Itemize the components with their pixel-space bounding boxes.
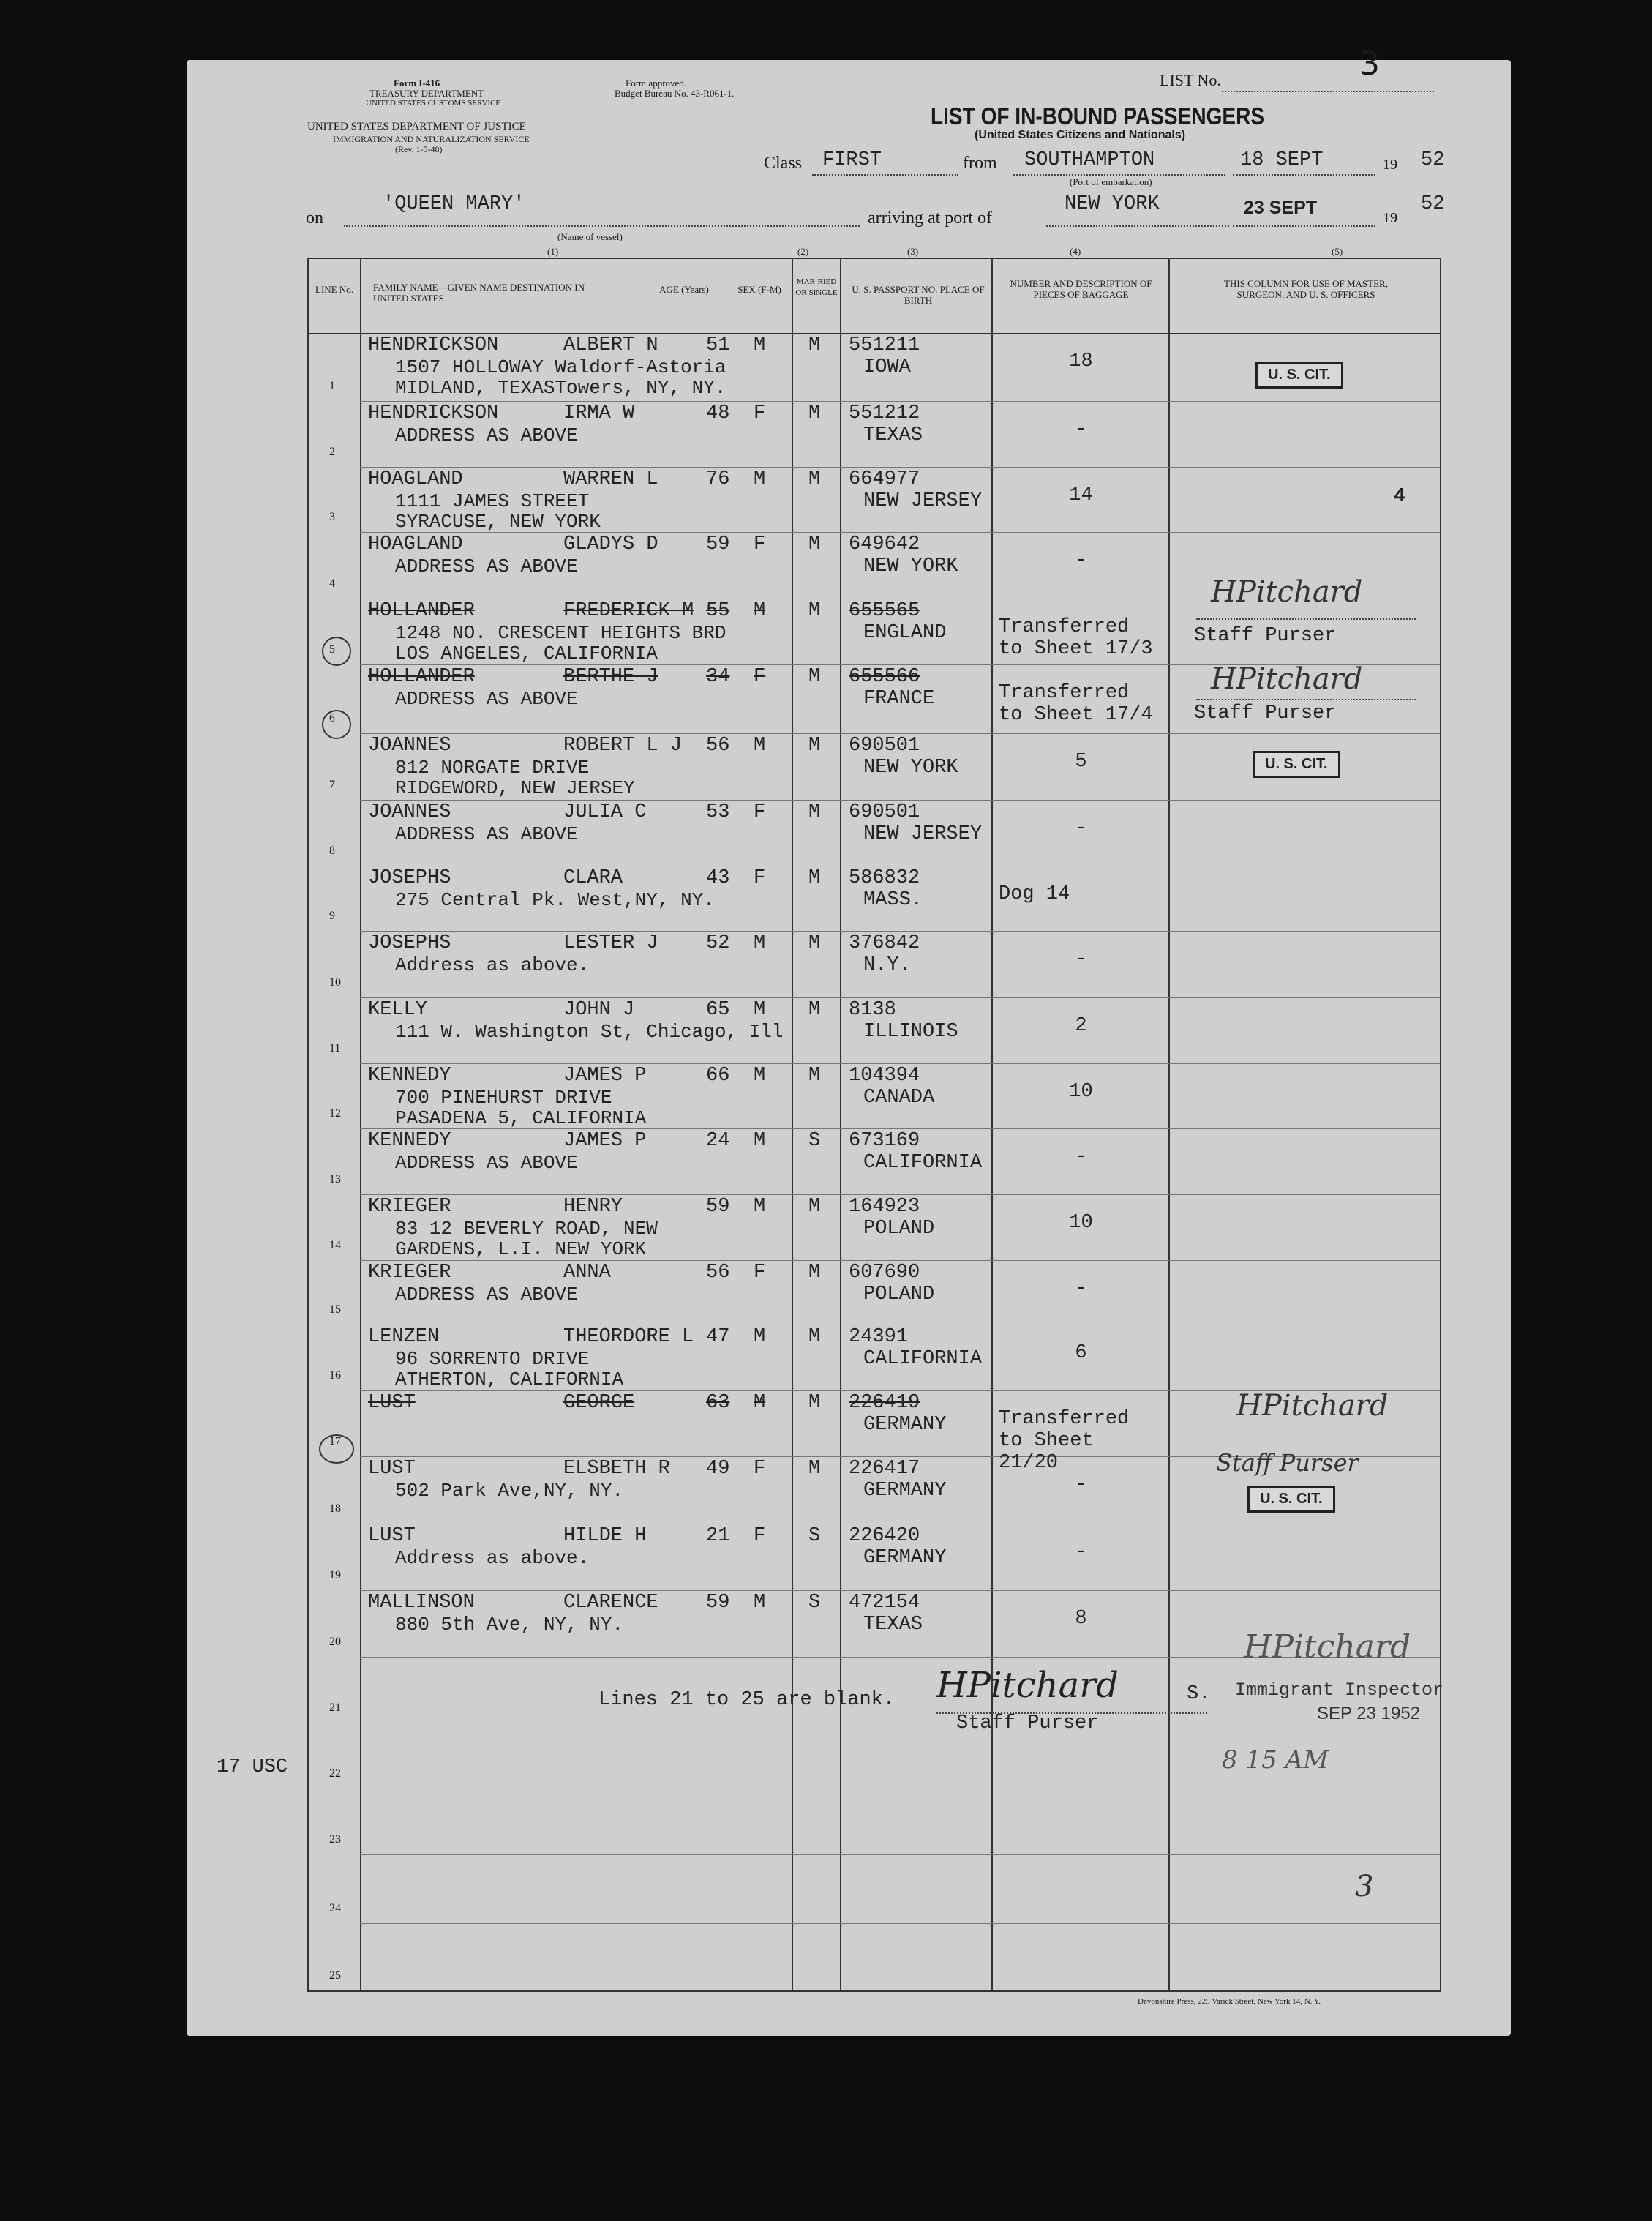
entry-given: FREDERICK M — [563, 600, 694, 622]
entry-baggage: - — [1075, 1541, 1087, 1563]
entry-age: 51 — [706, 334, 730, 356]
line-number: 1 — [329, 380, 335, 392]
line-number: 2 — [329, 446, 335, 458]
embark-year-prefix: 19 — [1383, 157, 1397, 173]
col-header-officers: THIS COLUMN FOR USE OF MASTER, SURGEON, AND U. S. OFFICERS — [1224, 278, 1388, 300]
entry-ms: M — [808, 533, 821, 555]
entry-addr1: ADDRESS AS ABOVE — [395, 555, 578, 577]
entry-age: 43 — [706, 867, 730, 889]
entry-sex: F — [754, 666, 766, 688]
line-number: 24 — [329, 1902, 341, 1914]
entry-ms: M — [808, 334, 821, 356]
entry-surname: LUST — [368, 1458, 416, 1480]
entry-addr2: RIDGEWORD, NEW JERSEY — [395, 777, 635, 799]
embark-year: 52 — [1421, 149, 1445, 171]
us-cit-stamp: U. S. CIT. — [1247, 1486, 1335, 1513]
entry-passport: 226419 — [849, 1392, 920, 1414]
line-number: 7 — [329, 779, 335, 791]
entry-passport: 655565 — [849, 600, 920, 622]
entry-baggage: 18 — [1069, 351, 1093, 372]
entry-ms: S — [808, 1592, 821, 1614]
entry-birth: POLAND — [863, 1284, 935, 1306]
immigrant-inspector-stamp: Immigrant Inspector — [1235, 1679, 1444, 1701]
row-separator — [360, 1923, 1440, 1924]
vessel-line — [344, 225, 860, 227]
entry-birth: GERMANY — [863, 1480, 947, 1502]
entry-sex: F — [754, 1525, 766, 1547]
entry-baggage: - — [1075, 817, 1087, 839]
entry-baggage: 2 — [1075, 1015, 1087, 1037]
row-separator — [360, 800, 1440, 801]
entry-ms: M — [808, 932, 821, 954]
arrival-date-line — [1233, 225, 1375, 227]
entry-age: 65 — [706, 999, 730, 1021]
list-no-line — [1222, 91, 1434, 92]
blank-lines-note: Lines 21 to 25 are blank. — [598, 1689, 896, 1711]
entry-surname: JOSEPHS — [368, 867, 451, 889]
entry-addr1: Address as above. — [395, 1547, 590, 1569]
entry-ms: M — [808, 1326, 821, 1348]
entry-baggage: - — [1075, 1278, 1087, 1300]
col-num-5: (5) — [1332, 246, 1343, 257]
entry-passport: 673169 — [849, 1130, 920, 1152]
entry-passport: 472154 — [849, 1592, 920, 1614]
entry-baggage: 10 — [1069, 1081, 1093, 1103]
line-number: 18 — [329, 1502, 341, 1515]
entry-given: ROBERT L J — [563, 735, 683, 757]
inspection-date-stamp: SEP 23 1952 — [1317, 1704, 1421, 1723]
entry-baggage: 10 — [1069, 1212, 1093, 1234]
entry-sex: F — [754, 1262, 766, 1284]
col-num-2: (2) — [797, 246, 809, 257]
entry-baggage: Transferred to Sheet 21/20 — [999, 1408, 1130, 1474]
entry-addr1: 812 NORGATE DRIVE — [395, 757, 590, 779]
entry-addr1: ADDRESS AS ABOVE — [395, 424, 578, 446]
entry-baggage: 14 — [1069, 484, 1093, 506]
entry-surname: MALLINSON — [368, 1592, 475, 1614]
staff-purser-label: Staff Purser — [1194, 703, 1337, 724]
from-label: from — [963, 154, 997, 173]
entry-given: GLADYS D — [563, 533, 658, 555]
line-number: 5 — [329, 643, 335, 656]
usc-note: 17 USC — [217, 1756, 288, 1778]
line-number: 4 — [329, 577, 335, 590]
entry-given: JULIA C — [563, 801, 647, 823]
arrival-year-prefix: 19 — [1383, 210, 1397, 226]
entry-birth: NEW JERSEY — [863, 490, 983, 512]
purser-title: Staff Purser — [956, 1712, 1099, 1734]
entry-addr2: MIDLAND, TEXASTowers, NY, NY. — [395, 377, 726, 399]
entry-given: JAMES P — [563, 1130, 647, 1152]
entry-baggage: - — [1075, 1474, 1087, 1496]
arriving-label: arriving at port of — [868, 209, 992, 228]
row-separator — [360, 1063, 1440, 1064]
entry-given: LESTER J — [563, 932, 658, 954]
entry-birth: TEXAS — [863, 424, 923, 446]
entry-addr1: 96 SORRENTO DRIVE — [395, 1348, 590, 1370]
entry-baggage: Transferred to Sheet 17/4 — [999, 682, 1153, 726]
line-number: 13 — [329, 1173, 341, 1186]
entry-ms: M — [808, 1196, 821, 1218]
entry-ms: M — [808, 999, 821, 1021]
transfer-signature: HPitchard — [1211, 575, 1363, 609]
entry-addr1: ADDRESS AS ABOVE — [395, 1152, 578, 1174]
entry-passport: 690501 — [849, 801, 920, 823]
line-number: 17 — [329, 1435, 341, 1447]
arrival-date: 23 SEPT — [1244, 198, 1318, 218]
entry-sex: M — [754, 999, 766, 1021]
col-num-3: (3) — [907, 246, 919, 257]
entry-addr1: ADDRESS AS ABOVE — [395, 688, 578, 710]
entry-surname: LUST — [368, 1392, 416, 1414]
entry-surname: JOSEPHS — [368, 932, 451, 954]
embark-label: (Port of embarkation) — [1070, 176, 1152, 187]
entry-sex: M — [754, 932, 766, 954]
entry-baggage: 5 — [1075, 751, 1087, 773]
entry-addr1: 1111 JAMES STREET — [395, 490, 590, 512]
entry-ms: M — [808, 735, 821, 757]
form-subtitle: (United States Citizens and Nationals) — [975, 129, 1186, 141]
entry-sex: M — [754, 1130, 766, 1152]
entry-addr1: 111 W. Washington St, Chicago, Ill — [395, 1021, 784, 1043]
entry-age: 24 — [706, 1130, 730, 1152]
passenger-list-form — [187, 60, 1511, 2036]
entry-given: CLARENCE — [563, 1592, 658, 1614]
entry-birth: IOWA — [863, 356, 911, 378]
transfer-signature: HPitchard — [1211, 662, 1363, 696]
col-header-baggage: NUMBER AND DESCRIPTION OF PIECES OF BAGGAGE — [1010, 278, 1152, 300]
entry-surname: KENNEDY — [368, 1065, 451, 1087]
entry-surname: LENZEN — [368, 1326, 440, 1348]
entry-surname: JOANNES — [368, 735, 451, 757]
entry-baggage: 8 — [1075, 1608, 1087, 1630]
from-value: SOUTHAMPTON — [1024, 149, 1155, 171]
entry-surname: HOAGLAND — [368, 533, 463, 555]
entry-passport: 376842 — [849, 932, 920, 954]
col-header-married: MAR-RIED OR SINGLE — [795, 277, 838, 297]
entry-passport: 649642 — [849, 533, 920, 555]
entry-given: HENRY — [563, 1196, 623, 1218]
entry-age: 53 — [706, 801, 730, 823]
entry-sex: M — [754, 600, 766, 622]
entry-surname: HENDRICKSON — [368, 334, 499, 356]
entry-ms: M — [808, 1392, 821, 1414]
line-number: 11 — [329, 1042, 341, 1055]
class-label: Class — [764, 154, 803, 173]
entry-passport: 104394 — [849, 1065, 920, 1087]
entry-addr1: 502 Park Ave,NY, NY. — [395, 1480, 624, 1502]
line-number: 15 — [329, 1303, 341, 1316]
entry-birth: CALIFORNIA — [863, 1152, 983, 1174]
line-number: 6 — [329, 712, 335, 724]
entry-addr1: 1248 NO. CRESCENT HEIGHTS BRD — [395, 622, 726, 644]
line-number: 12 — [329, 1107, 341, 1120]
form-approved: Form approved. — [626, 78, 687, 89]
entry-given: JOHN J — [563, 999, 635, 1021]
entry-ms: M — [808, 600, 821, 622]
entry-given: WARREN L — [563, 468, 658, 490]
list-no-label: LIST No. — [1160, 71, 1221, 89]
entry-sex: M — [754, 735, 766, 757]
entry-given: THEORDORE L — [563, 1326, 694, 1348]
row-separator — [360, 997, 1440, 998]
embark-date-line — [1233, 174, 1375, 176]
entry-given: JAMES P — [563, 1065, 647, 1087]
entry-birth: ENGLAND — [863, 622, 947, 644]
entry-surname: KRIEGER — [368, 1262, 451, 1284]
entry-sex: F — [754, 867, 766, 889]
treasury-dept: TREASURY DEPARTMENT — [369, 88, 484, 99]
entry-birth: ILLINOIS — [863, 1021, 958, 1043]
entry-addr1: 83 12 BEVERLY ROAD, NEW — [395, 1218, 658, 1240]
entry-addr2: GARDENS, L.I. NEW YORK — [395, 1238, 647, 1260]
row-separator — [360, 401, 1440, 402]
row-separator — [360, 733, 1440, 734]
entry-sex: F — [754, 533, 766, 555]
entry-birth: N.Y. — [863, 954, 911, 976]
entry-surname: HENDRICKSON — [368, 402, 499, 424]
entry-surname: HOAGLAND — [368, 468, 463, 490]
entry-addr1: ADDRESS AS ABOVE — [395, 823, 578, 845]
line-number: 22 — [329, 1767, 341, 1780]
col-header-name: FAMILY NAME—GIVEN NAME DESTINATION IN UNITED STATES — [373, 282, 585, 304]
col-header-sex: SEX (F-M) — [737, 284, 781, 295]
entry-ms: M — [808, 1262, 821, 1284]
entry-age: 59 — [706, 1196, 730, 1218]
entry-sex: M — [754, 334, 766, 356]
entry-age: 21 — [706, 1525, 730, 1547]
entry-surname: JOANNES — [368, 801, 451, 823]
entry-ms: S — [808, 1130, 821, 1152]
entry-ms: M — [808, 468, 821, 490]
inspector-signature: HPitchard — [1244, 1628, 1411, 1666]
entry-birth: MASS. — [863, 889, 923, 911]
entry-baggage: - — [1075, 550, 1087, 572]
port-line — [1046, 225, 1229, 227]
line-number: 16 — [329, 1369, 341, 1382]
entry-addr1: 1507 HOLLOWAY Waldorf-Astoria — [395, 356, 726, 378]
entry-passport: 226420 — [849, 1525, 920, 1547]
circled-line-5 — [322, 637, 351, 666]
entry-given: CLARA — [563, 867, 623, 889]
vessel-label: (Name of vessel) — [557, 231, 623, 242]
entry-birth: NEW YORK — [863, 555, 958, 577]
entry-age: 34 — [706, 666, 730, 688]
line-number: 10 — [329, 976, 341, 989]
line-number: 3 — [329, 511, 335, 523]
row-separator — [360, 931, 1440, 932]
entry-sex: F — [754, 402, 766, 424]
entry-passport: 164923 — [849, 1196, 920, 1218]
entry-surname: HOLLANDER — [368, 666, 475, 688]
entry-age: 48 — [706, 402, 730, 424]
entry-sex: F — [754, 1458, 766, 1480]
line-number: 23 — [329, 1833, 341, 1846]
entry-addr1: 700 PINEHURST DRIVE — [395, 1087, 612, 1109]
class-line — [812, 174, 958, 176]
purser-signature: HPitchard — [936, 1665, 1119, 1706]
line-number: 14 — [329, 1239, 341, 1251]
entry-ms: M — [808, 402, 821, 424]
entry-ms: S — [808, 1525, 821, 1547]
col-header-passport: U. S. PASSPORT NO. PLACE OF BIRTH — [852, 284, 985, 306]
entry-age: 56 — [706, 735, 730, 757]
entry-age: 47 — [706, 1326, 730, 1348]
col-header-age: AGE (Years) — [659, 284, 709, 295]
entry-ms: M — [808, 1065, 821, 1087]
entry-given: ELSBETH R — [563, 1458, 670, 1480]
col-num-1: (1) — [547, 246, 559, 257]
entry-addr2: ATHERTON, CALIFORNIA — [395, 1368, 624, 1390]
staff-purser-label: Staff Purser — [1194, 625, 1337, 647]
entry-baggage: - — [1075, 1146, 1087, 1168]
entry-sex: F — [754, 801, 766, 823]
port-value: NEW YORK — [1065, 193, 1160, 215]
entry-age: 59 — [706, 533, 730, 555]
entry-sex: M — [754, 1065, 766, 1087]
transfer-dots — [1196, 699, 1416, 700]
entry-passport: 664977 — [849, 468, 920, 490]
entry-passport: 551211 — [849, 334, 920, 356]
entry-surname: HOLLANDER — [368, 600, 475, 622]
entry-birth: CALIFORNIA — [863, 1348, 983, 1370]
transfer-signature: HPitchard — [1236, 1389, 1389, 1423]
entry-birth: POLAND — [863, 1218, 935, 1240]
entry-surname: LUST — [368, 1525, 416, 1547]
entry-ms: M — [808, 666, 821, 688]
entry-surname: KENNEDY — [368, 1130, 451, 1152]
row-separator — [360, 1194, 1440, 1195]
footer-page-number: 3 — [1355, 1870, 1374, 1903]
entry-sex: M — [754, 468, 766, 490]
entry-baggage: - — [1075, 419, 1087, 441]
entry-passport: 655566 — [849, 666, 920, 688]
us-cit-stamp: U. S. CIT. — [1255, 362, 1343, 389]
from-line — [1013, 174, 1225, 176]
entry-birth: TEXAS — [863, 1614, 923, 1636]
entry-age: 55 — [706, 600, 730, 622]
row-separator — [360, 1590, 1440, 1591]
entry-sex: M — [754, 1392, 766, 1414]
entry-age: 59 — [706, 1592, 730, 1614]
printer-credit: Devonshire Press, 225 Varick Street, New York 14, N. Y. — [1138, 1997, 1321, 2006]
entry-ms: M — [808, 1458, 821, 1480]
entry-given: GEORGE — [563, 1392, 635, 1414]
entry-baggage: - — [1075, 948, 1087, 970]
entry-passport: 607690 — [849, 1262, 920, 1284]
justice-dept: UNITED STATES DEPARTMENT OF JUSTICE — [307, 121, 526, 132]
entry-addr2: SYRACUSE, NEW YORK — [395, 511, 601, 533]
entry-age: 56 — [706, 1262, 730, 1284]
entry-age: 63 — [706, 1392, 730, 1414]
line-number: 21 — [329, 1701, 341, 1714]
transfer-dots — [1196, 618, 1416, 620]
entry-sex: M — [754, 1326, 766, 1348]
entry-addr1: 275 Central Pk. West,NY, NY. — [395, 889, 715, 911]
entry-baggage: 6 — [1075, 1342, 1087, 1364]
row-separator — [360, 467, 1440, 468]
entry-addr1: ADDRESS AS ABOVE — [395, 1284, 578, 1306]
us-cit-stamp: U. S. CIT. — [1253, 751, 1340, 778]
entry-birth: GERMANY — [863, 1547, 947, 1569]
embark-date: 18 SEPT — [1240, 149, 1324, 171]
entry-birth: NEW YORK — [863, 757, 958, 779]
form-number: Form I-416 — [394, 78, 440, 89]
staff-purser-handwritten: Staff Purser — [1216, 1449, 1359, 1477]
entry-surname: KRIEGER — [368, 1196, 451, 1218]
class-value: FIRST — [822, 149, 882, 171]
entry-baggage: Dog 14 — [999, 883, 1070, 905]
line-number: 19 — [329, 1569, 341, 1581]
entry-passport: 24391 — [849, 1326, 909, 1348]
entry-sex: M — [754, 1196, 766, 1218]
entry-addr1: 880 5th Ave, NY, NY. — [395, 1614, 624, 1636]
line-number: 8 — [329, 844, 335, 857]
entry-age: 76 — [706, 468, 730, 490]
entry-surname: KELLY — [368, 999, 428, 1021]
entry-ms: M — [808, 867, 821, 889]
vessel-value: 'QUEEN MARY' — [383, 193, 525, 215]
customs-service: UNITED STATES CUSTOMS SERVICE — [366, 99, 501, 108]
entry-sex: M — [754, 1592, 766, 1614]
entry-passport: 551212 — [849, 402, 920, 424]
entry-birth: NEW JERSEY — [863, 823, 983, 845]
line3-mark: 4 — [1394, 486, 1406, 508]
entry-baggage: Transferred to Sheet 17/3 — [999, 616, 1153, 660]
form-revision: (Rev. 1-5-48) — [395, 144, 443, 154]
entry-passport: 8138 — [849, 999, 896, 1021]
entry-given: ALBERT N — [563, 334, 658, 356]
entry-age: 49 — [706, 1458, 730, 1480]
entry-birth: GERMANY — [863, 1414, 947, 1436]
entry-birth: CANADA — [863, 1087, 935, 1109]
entry-age: 66 — [706, 1065, 730, 1087]
entry-given: IRMA W — [563, 402, 635, 424]
ins-service: IMMIGRATION AND NATURALIZATION SERVICE — [333, 134, 530, 144]
line-number: 9 — [329, 910, 335, 922]
col-header-line-no: LINE No. — [315, 284, 353, 295]
circled-line-17 — [319, 1434, 354, 1464]
form-title: LIST OF IN-BOUND PASSENGERS — [931, 102, 1265, 130]
entry-given: ANNA — [563, 1262, 611, 1284]
entry-passport: 586832 — [849, 867, 920, 889]
col-num-4: (4) — [1070, 246, 1081, 257]
entry-addr2: LOS ANGELES, CALIFORNIA — [395, 643, 658, 664]
list-no-value: 3 — [1359, 45, 1380, 83]
line-number: 25 — [329, 1969, 341, 1982]
entry-passport: 690501 — [849, 735, 920, 757]
circled-line-6 — [322, 710, 351, 739]
row-separator — [360, 1260, 1440, 1261]
entry-given: HILDE H — [563, 1525, 647, 1547]
entry-age: 52 — [706, 932, 730, 954]
on-label: on — [306, 209, 323, 228]
row-separator — [360, 1854, 1440, 1855]
budget-bureau: Budget Bureau No. 43-R061-1. — [615, 88, 735, 99]
time-handwritten: 8 15 AM — [1222, 1745, 1329, 1775]
entry-addr2: PASADENA 5, CALIFORNIA — [395, 1107, 647, 1129]
signature-suffix: S. — [1187, 1683, 1211, 1705]
entry-ms: M — [808, 801, 821, 823]
entry-addr1: Address as above. — [395, 954, 590, 976]
entry-birth: FRANCE — [863, 688, 935, 710]
arrival-year: 52 — [1421, 193, 1445, 215]
entry-given: BERTHE J — [563, 666, 658, 688]
entry-passport: 226417 — [849, 1458, 920, 1480]
line-number: 20 — [329, 1636, 341, 1648]
